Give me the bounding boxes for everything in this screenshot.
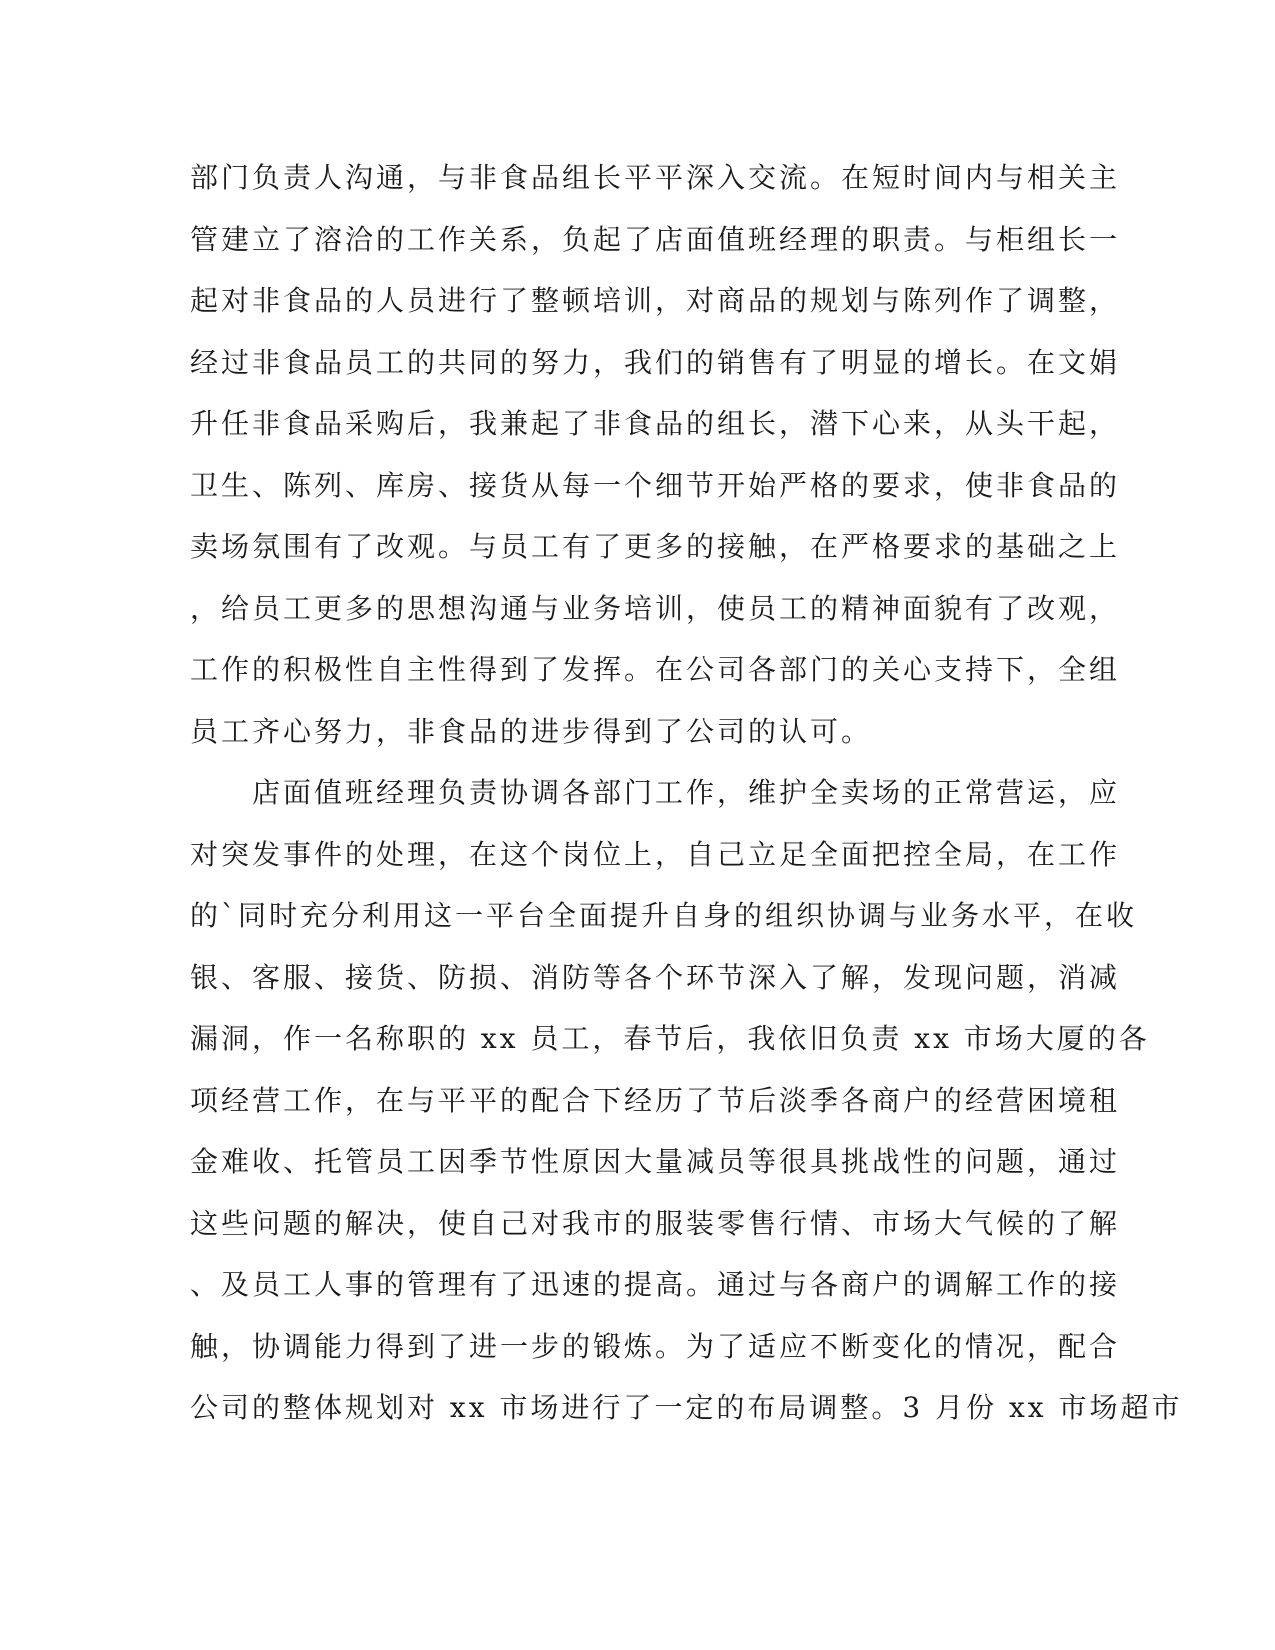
text-line-9: 工作的积极性自主性得到了发挥。在公司各部门的关心支持下，全组 (190, 653, 1121, 686)
text-line-3: 起对非食品的人员进行了整顿培训，对商品的规划与陈列作了调整， (190, 284, 1121, 317)
body-text (190, 161, 1183, 1455)
text-line-15: 漏洞，作一名称职的 xx 员工，春节后，我依旧负责 xx 市场大厦的各 (190, 1022, 1150, 1055)
text-line-18: 这些问题的解决，使自己对我市的服装零售行情、市场大气候的了解 (190, 1206, 1121, 1240)
text-line-2: 管建立了溶洽的工作关系，负起了店面值班经理的职责。与柜组长一 (190, 222, 1121, 256)
text-line-21: 公司的整体规划对 xx 市场进行了一定的布局调整。3 月份 xx 市场超市 (190, 1391, 1183, 1424)
text-line-12: 对突发事件的处理，在这个岗位上，自己立足全面把控全局，在工作 (190, 837, 1121, 871)
text-line-6: 卫生、陈列、库房、接货从每一个细节开始严格的要求，使非食品的 (190, 468, 1121, 502)
text-line-20: 触，协调能力得到了进一步的锻炼。为了适应不断变化的情况，配合 (190, 1329, 1121, 1363)
text-line-4: 经过非食品员工的共同的努力，我们的销售有了明显的增长。在文娟 (190, 345, 1121, 379)
text-line-19: 、及员工人事的管理有了迅速的提高。通过与各商户的调解工作的接 (190, 1268, 1121, 1301)
text-line-1: 部门负责人沟通，与非食品组长平平深入交流。在短时间内与相关主 (190, 161, 1121, 194)
text-line-16: 项经营工作，在与平平的配合下经历了节后淡季各商户的经营困境租 (190, 1083, 1121, 1117)
text-line-17: 金难收、托管员工因季节性原因大量减员等很具挑战性的问题，通过 (190, 1145, 1121, 1178)
text-line-7: 卖场氛围有了改观。与员工有了更多的接触，在严格要求的基础之上 (190, 530, 1121, 563)
text-line-14: 银、客服、接货、防损、消防等各个环节深入了解，发现问题，消减 (190, 960, 1121, 994)
text-line-13: 的`同时充分利用这一平台全面提升自身的组织协调与业务水平，在收 (190, 899, 1138, 932)
text-line-5: 升任非食品采购后，我兼起了非食品的组长，潜下心来，从头干起， (190, 407, 1121, 440)
text-line-8: ，给员工更多的思想沟通与业务培训，使员工的精神面貌有了改观， (190, 591, 1121, 625)
text-line-10: 员工齐心努力，非食品的进步得到了公司的认可。 (190, 714, 873, 748)
text-line-11: 店面值班经理负责协调各部门工作，维护全卖场的正常营运，应 (190, 776, 1121, 809)
